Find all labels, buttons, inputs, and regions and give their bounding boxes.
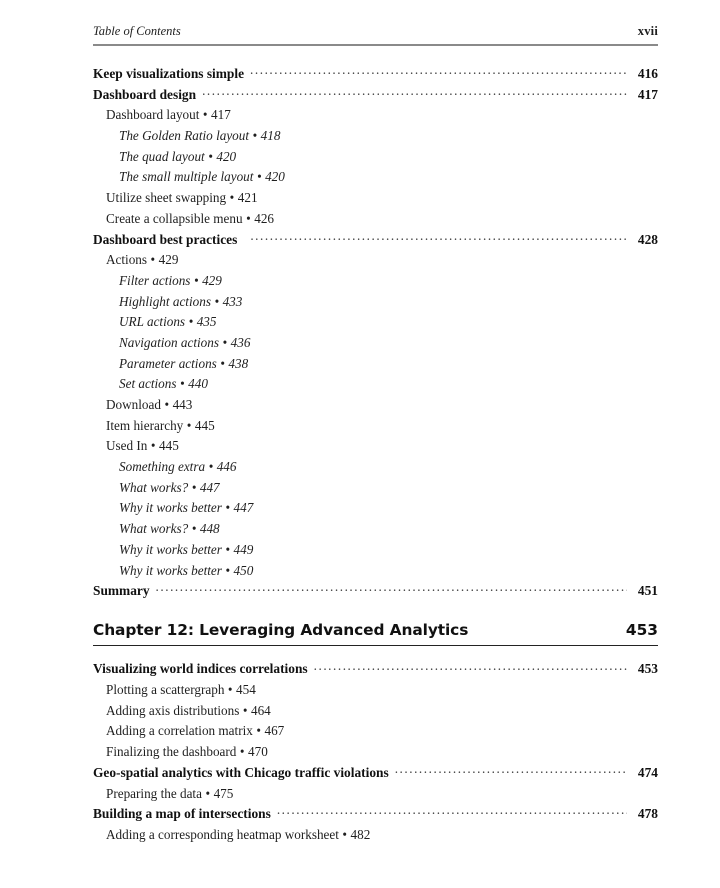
toc-entry-level-2[interactable]: [93, 395, 658, 416]
toc-entry-title: Adding a correlation matrix: [106, 723, 253, 739]
toc-entry-page-number: 453: [637, 661, 658, 677]
toc-entry-level-3[interactable]: [93, 292, 658, 313]
bullet-separator: •: [225, 562, 231, 578]
toc-entry-title: Visualizing world indices correlations: [93, 661, 308, 677]
toc-entry-page-number: 478: [637, 806, 658, 822]
toc-entry-title: Parameter actions: [119, 355, 217, 371]
toc-entry-level-2[interactable]: [93, 701, 658, 722]
toc-list: [93, 64, 658, 602]
toc-entry-page-number: 450: [233, 562, 254, 578]
toc-entry-title: The quad layout: [119, 148, 205, 164]
toc-entry-title: URL actions: [119, 314, 186, 330]
toc-entry-title: Why it works better: [119, 500, 222, 516]
toc-entry-level-3[interactable]: [93, 561, 658, 582]
running-head-title: Table of Contents: [93, 24, 181, 38]
toc-entry-title: Keep visualizations simple: [93, 66, 245, 81]
toc-entry-level-1[interactable]: [93, 85, 658, 106]
toc-entry-page-number: 420: [265, 169, 285, 185]
toc-entry-title: Geo-spatial analytics with Chicago traffic violations: [93, 764, 389, 780]
toc-entry-title: Preparing the data: [106, 785, 202, 801]
toc-entry-level-3[interactable]: [93, 147, 658, 168]
toc-entry-page-number: 428: [637, 231, 658, 247]
toc-entry-page-number: 447: [199, 479, 220, 495]
bullet-separator: •: [150, 438, 156, 454]
toc-entry-level-3[interactable]: [93, 478, 658, 499]
toc-entry-page-number: 448: [199, 521, 220, 537]
toc-entry-title: Adding axis distributions: [106, 702, 240, 718]
toc-entry-page-number: 445: [159, 438, 179, 454]
toc-entry-title: Dashboard layout: [106, 107, 200, 123]
toc-entry-page-number: 474: [637, 764, 658, 780]
toc-entry-level-2[interactable]: [93, 250, 658, 271]
toc-entry-page-number: 420: [216, 148, 237, 164]
bullet-separator: •: [256, 169, 262, 185]
toc-entry-page-number: 426: [254, 210, 274, 226]
toc-entry-level-2[interactable]: [93, 825, 658, 846]
toc-entry-title: Adding a corresponding heatmap worksheet: [106, 826, 339, 842]
toc-entry-level-1[interactable]: [93, 804, 658, 825]
toc-entry-title: What works?: [119, 521, 189, 537]
toc-entry-level-3[interactable]: [93, 519, 658, 540]
bullet-separator: •: [164, 397, 170, 412]
dot-leader: [277, 805, 627, 818]
toc-entry-page-number: 451: [637, 583, 658, 599]
toc-entry-title: Navigation actions: [119, 334, 220, 350]
toc-entry-level-3[interactable]: [93, 498, 658, 519]
toc-entry-title: Download: [106, 397, 161, 412]
toc-entry-title: Utilize sheet swapping: [106, 190, 227, 206]
toc-entry-title: Set actions: [119, 376, 177, 392]
toc-entry-level-3[interactable]: [93, 333, 658, 354]
bullet-separator: •: [186, 417, 192, 433]
toc-entry-level-3[interactable]: [93, 312, 658, 333]
bullet-separator: •: [225, 500, 231, 516]
toc-entry-level-3[interactable]: [93, 354, 658, 375]
toc-entry-title: Create a collapsible menu: [106, 210, 243, 226]
toc-entry-title: What works?: [119, 479, 189, 495]
toc-entry-page-number: 467: [264, 723, 285, 739]
toc-entry-level-3[interactable]: [93, 540, 658, 561]
toc-entry-level-1[interactable]: [93, 659, 658, 680]
toc-entry-title: Why it works better: [119, 541, 222, 557]
chapter-heading[interactable]: [93, 621, 658, 645]
toc-entry-page-number: 482: [350, 826, 371, 842]
dot-leader: [202, 86, 627, 99]
bullet-separator: •: [239, 744, 245, 760]
dot-leader: [250, 65, 627, 78]
toc-entry-title: Plotting a scattergraph: [106, 682, 225, 698]
bullet-separator: •: [191, 521, 197, 537]
toc-entry-level-2[interactable]: [93, 209, 658, 230]
toc-entry-page-number: 435: [196, 314, 217, 330]
bullet-separator: •: [252, 128, 258, 144]
toc-entry-level-2[interactable]: [93, 188, 658, 209]
toc-entry-page-number: 416: [637, 66, 658, 81]
bullet-separator: •: [342, 826, 348, 842]
bullet-separator: •: [227, 682, 233, 698]
dot-leader: [250, 231, 627, 244]
toc-entry-title: Finalizing the dashboard: [106, 744, 237, 760]
toc-entry-page-number: 440: [188, 376, 208, 392]
bullet-separator: •: [180, 376, 185, 392]
toc-entry-page-number: 436: [230, 334, 251, 350]
bullet-separator: •: [150, 252, 156, 268]
toc-entry-page-number: 454: [236, 682, 256, 698]
toc-entry-level-1[interactable]: [93, 581, 658, 602]
bullet-separator: •: [222, 334, 228, 350]
toc-entry-page-number: 417: [211, 107, 231, 123]
dot-leader: [395, 764, 627, 777]
toc-entry-page-number: 449: [233, 541, 254, 557]
bullet-separator: •: [214, 293, 220, 309]
bullet-separator: •: [246, 210, 251, 226]
toc-entry-title: Item hierarchy: [106, 417, 184, 433]
bullet-separator: •: [220, 355, 225, 371]
toc-entry-page-number: 418: [260, 128, 281, 144]
dot-leader: [156, 582, 627, 595]
toc-entry-title: Filter actions: [119, 272, 191, 288]
dot-leader: [314, 660, 627, 673]
toc-entry-page-number: 470: [248, 744, 268, 760]
toc-entry-level-3[interactable]: [93, 374, 658, 395]
toc-entry-level-2[interactable]: [93, 436, 658, 457]
toc-entry-page-number: 429: [158, 252, 179, 268]
toc-entry-level-2[interactable]: [93, 721, 658, 742]
chapter-page-number: 453: [625, 620, 658, 639]
bullet-separator: •: [225, 541, 231, 557]
toc-entry-level-3[interactable]: [93, 271, 658, 292]
toc-entry-title: Building a map of intersections: [93, 806, 271, 822]
toc-entry-level-3[interactable]: [93, 167, 658, 188]
toc-entry-level-1[interactable]: [93, 64, 658, 85]
toc-entry-page-number: 475: [213, 785, 234, 801]
toc-entry-title: Something extra: [119, 459, 206, 475]
bullet-separator: •: [193, 272, 199, 288]
toc-entry-page-number: 433: [222, 293, 243, 309]
chapter-title: Chapter 12: Leveraging Advanced Analytics: [93, 620, 469, 639]
running-head-folio: xvii: [637, 24, 658, 38]
toc-entry-page-number: 443: [172, 397, 193, 412]
toc-entry-page-number: 438: [228, 355, 249, 371]
toc-entry-title: Why it works better: [119, 562, 222, 578]
bullet-separator: •: [208, 148, 213, 164]
header-rule: [93, 44, 658, 46]
toc-entry-page-number: 446: [216, 459, 237, 475]
toc-entry-level-2[interactable]: [93, 680, 658, 701]
toc-entry-level-1[interactable]: [93, 230, 658, 251]
toc-entry-level-2[interactable]: [93, 742, 658, 763]
toc-entry-page-number: 464: [250, 702, 271, 718]
bullet-separator: •: [188, 314, 194, 330]
bullet-separator: •: [242, 702, 248, 718]
bullet-separator: •: [202, 107, 208, 123]
toc-entry-level-3[interactable]: [93, 126, 658, 147]
toc-entry-title: The Golden Ratio layout: [119, 128, 250, 144]
toc-entry-level-2[interactable]: [93, 784, 658, 805]
bullet-separator: •: [191, 479, 197, 495]
bullet-separator: •: [256, 723, 261, 739]
chapter-toc-list: [93, 659, 658, 845]
toc-entry-title: Dashboard best practices: [93, 231, 238, 247]
toc-entry-level-3[interactable]: [93, 457, 658, 478]
running-head: [93, 24, 658, 44]
toc-entry-level-2[interactable]: [93, 416, 658, 437]
toc-entry-page-number: 421: [237, 190, 258, 206]
toc-entry-page-number: 447: [233, 500, 254, 516]
bullet-separator: •: [229, 190, 235, 206]
toc-entry-title: Used In: [106, 438, 148, 454]
toc-entry-page-number: 445: [194, 417, 215, 433]
bullet-separator: •: [208, 459, 214, 475]
chapter-rule: [93, 645, 658, 647]
toc-entry-level-2[interactable]: [93, 105, 658, 126]
toc-entry-title: The small multiple layout: [119, 169, 254, 185]
toc-entry-page-number: 417: [637, 86, 658, 102]
toc-entry-page-number: 429: [202, 272, 222, 288]
toc-entry-title: Actions: [106, 252, 148, 268]
toc-entry-level-1[interactable]: [93, 763, 658, 784]
toc-entry-title: Highlight actions: [119, 293, 211, 309]
toc-entry-title: Summary: [93, 583, 150, 599]
chapter-block: [93, 621, 658, 846]
toc-entry-title: Dashboard design: [93, 86, 197, 102]
bullet-separator: •: [205, 785, 211, 801]
